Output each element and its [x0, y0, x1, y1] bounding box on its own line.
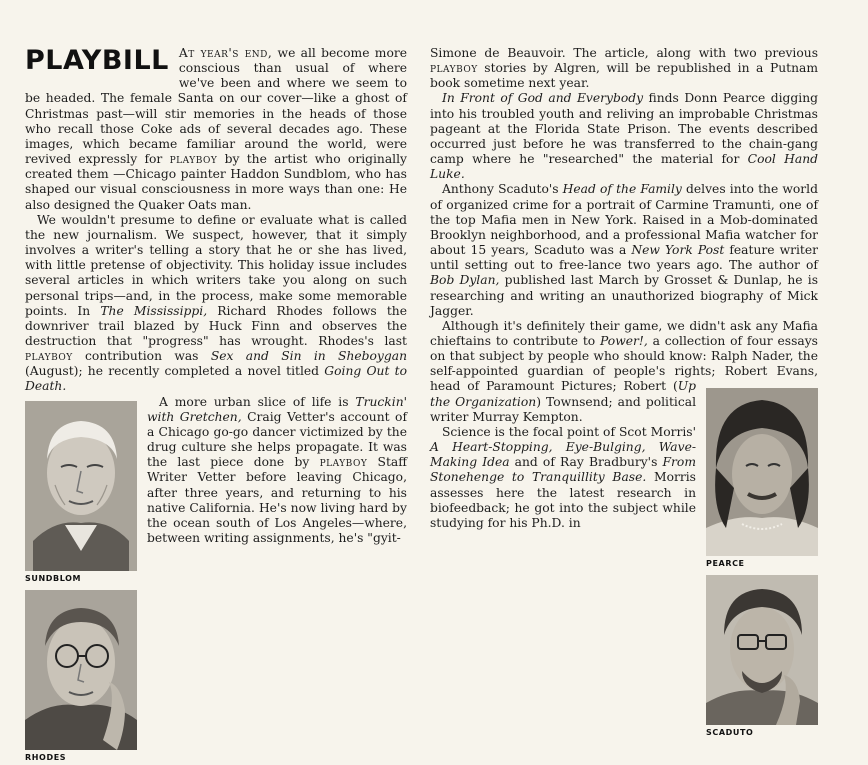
photo-rhodes: [25, 590, 137, 763]
sundblom-portrait-image: [25, 401, 137, 571]
caption-pearce: PEARCE: [706, 559, 745, 569]
pearce-portrait-image: [706, 388, 818, 556]
paragraph-science: Science is the focal point of Scot Morris' A Heart-Stopping, Eye-Bulging, Wave-Making Idea and of Ray Bradbury's From Stonehenge to Tranquillity Base. Morris assesses here the latest research in biofeedback; he got into the subject while studying for his Ph.D. in: [430, 424, 696, 530]
masthead-title: PLAYBILL: [25, 45, 169, 76]
paragraph-new-journalism: We wouldn't presume to define or evaluate what is called the new journalism. We suspect, however, that it simply involves a writer's telling a story that he or she has lived, with little pretense of objectivity. This holiday issue includes several articles in which writers take you along on such personal trips—and, in the process, make some memorable points. In The Mississippi, Richard Rhodes follows the downriver trail blazed by Huck Finn and observes the destruction that "progress" has wrought. Rhodes's last playboy contribution was Sex and Sin in Sheboygan (August); he recently completed a novel titled Going Out to Death.: [25, 212, 407, 394]
paragraph-algren: Simone de Beauvoir. The article, along with two previous playboy stories by Algren, will be republished in a Putnam book sometime next year.: [430, 46, 818, 91]
photo-sundblom: [25, 401, 137, 584]
paragraph-scaduto: Anthony Scaduto's Head of the Family delves into the world of organized crime for a portrait of Carmine Tramunti, one of the top Mafia men in New York. Raised in a Mob-dominated Brooklyn neighborhood, and a professional Mafia watcher for about 15 years, Scaduto was a New York Post feature writer until setting out to free-lance two years ago. The author of Bob Dylan, published last March by Grosset & Dunlap, he is researching and writing an unauthorized biography of Mick Jagger.: [430, 182, 819, 318]
caption-sundblom: SUNDBLOM: [25, 573, 82, 583]
paragraph-pearce: In Front of God and Everybody finds Donn Pearce digging into his troubled youth and reliving an improbable Christmas pageant at the Florida State Prison. The events described occurred just before he was transferred to the chain-gang camp where he "researched" the material for Cool Hand Luke.: [430, 91, 819, 182]
caption-scaduto: SCADUTO: [706, 728, 754, 738]
photo-scaduto: [706, 575, 818, 738]
photo-pearce: [706, 388, 818, 569]
paragraph-power: Although it's definitely their game, we didn't ask any Mafia chieftains to contribute to Power!, a collection of four essays on that subject by people who should know: Ralph Nader, the self-appointed guardian of people's rights; Robert Evans, head of Paramount Pictures; Robert (Up the Organization) Townsend; and political writer Murray Kempton.: [430, 318, 818, 424]
paragraph-truckin: A more urban slice of life is Truckin' with Gretchen, Craig Vetter's account of a Chicago go-go dancer victimized by the drug culture she helps propagate. It was the last piece done by playboy Staff Writer Vetter before leaving Chicago, after three years, and returning to his native California. He's now living hard by the ocean south of Los Angeles—where, between writing assignments, he's "gyit-: [147, 394, 408, 545]
paragraph-intro: At year's end, we all become more conscious than usual of where we've been and where we seem to be headed. The female Santa on our cover—like a ghost of Christmas past—will stir memories in the heads of those who recall those Coke ads of several decades ago. These images, which became familiar around the world, were revived expressly for playboy by the artist who originally created them —Chicago painter Haddon Sundblom, who has shaped our visual consciousness in more ways than one: He also designed the Quaker Oats man.: [25, 46, 407, 212]
scaduto-portrait-image: [706, 575, 818, 725]
right-column: [430, 46, 818, 740]
caption-rhodes: RHODES: [25, 752, 67, 762]
rhodes-portrait-image: [25, 590, 137, 750]
left-column: [25, 46, 407, 765]
